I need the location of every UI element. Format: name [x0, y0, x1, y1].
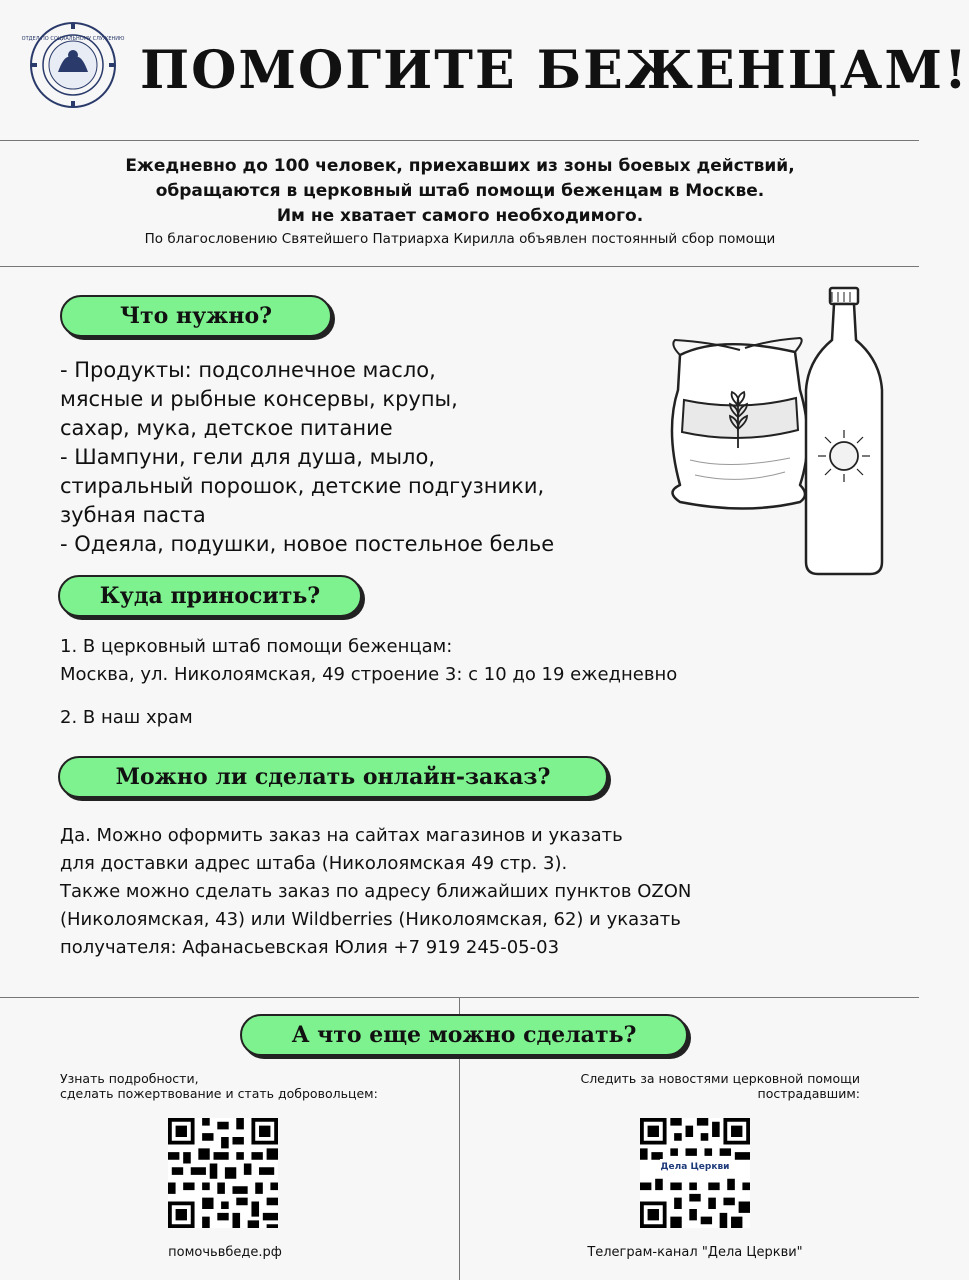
blessing-text: По благословению Святейшего Патриарха Кирилла объявлен постоянный сбор помощи	[144, 231, 776, 247]
needs-line: зубная паста	[60, 503, 206, 527]
section-heading-where: Куда приносить?	[58, 575, 362, 617]
right-caption-line: пострадавшим:	[757, 1086, 860, 1101]
logo-text: ОТДЕЛ ПО СОЦИАЛЬНОМУ СЛУЖЕНИЮ	[21, 36, 125, 42]
header-divider	[0, 140, 919, 141]
right-caption-line: Следить за новостями церковной помощи	[580, 1071, 860, 1086]
intro-line: обращаются в церковный штаб помощи беженцам в Москве.	[155, 181, 765, 201]
online-line: Также можно сделать заказ по адресу ближайших пунктов OZON	[60, 881, 692, 902]
online-line: получателя: Афанасьевская Юлия +7 919 245-05-03	[60, 937, 560, 958]
needs-line: - Одеяла, подушки, новое постельное белье	[60, 532, 555, 556]
section-heading-online: Можно ли сделать онлайн-заказ?	[58, 756, 608, 798]
needs-line: сахар, мука, детское питание	[60, 416, 393, 440]
section-heading-more: А что еще можно сделать?	[240, 1014, 688, 1056]
where-temple: 2. В наш храм	[60, 707, 193, 728]
website-qr-code[interactable]	[168, 1118, 278, 1228]
intro-line: Ежедневно до 100 человек, приехавших из зоны боевых действий,	[125, 156, 795, 176]
telegram-qr-badge: Дела Церкви	[660, 1159, 730, 1175]
department-logo	[21, 20, 125, 110]
needs-line: стиральный порошок, детские подгузники,	[60, 474, 545, 498]
needs-line: - Продукты: подсолнечное масло,	[60, 358, 436, 382]
online-line: (Николоямская, 43) или Wildberries (Николоямская, 62) и указать	[60, 909, 681, 930]
intro-text	[80, 154, 840, 229]
flour-sack-and-oil-bottle-illustration	[650, 280, 890, 580]
where-line: 1. В церковный штаб помощи беженцам:	[60, 636, 453, 657]
where-text	[60, 633, 860, 689]
intro-divider	[0, 266, 919, 267]
needs-line: - Шампуни, гели для душа, мыло,	[60, 445, 436, 469]
needs-line: мясные и рыбные консервы, крупы,	[60, 387, 458, 411]
online-text	[60, 822, 860, 962]
where-address: Москва, ул. Николоямская, 49 строение 3: с 10 до 19 ежедневно	[60, 664, 678, 685]
right-caption	[480, 1071, 860, 1101]
left-caption	[60, 1071, 420, 1101]
online-line: Да. Можно оформить заказ на сайтах магазинов и указать	[60, 825, 623, 846]
left-caption-line: Узнать подробности,	[60, 1071, 199, 1086]
page-title: ПОМОГИТЕ БЕЖЕНЦАМ!	[140, 40, 969, 101]
needs-list	[60, 356, 680, 559]
online-line: для доставки адрес штаба (Николоямская 49 стр. 3).	[60, 853, 568, 874]
website-link[interactable]: помочьвбеде.рф	[168, 1245, 282, 1260]
telegram-channel-link[interactable]: Телеграм-канал "Дела Церкви"	[587, 1245, 803, 1260]
left-caption-line: сделать пожертвование и стать добровольцем:	[60, 1086, 378, 1101]
intro-line: Им не хватает самого необходимого.	[276, 206, 644, 226]
section-heading-needs: Что нужно?	[60, 295, 332, 337]
